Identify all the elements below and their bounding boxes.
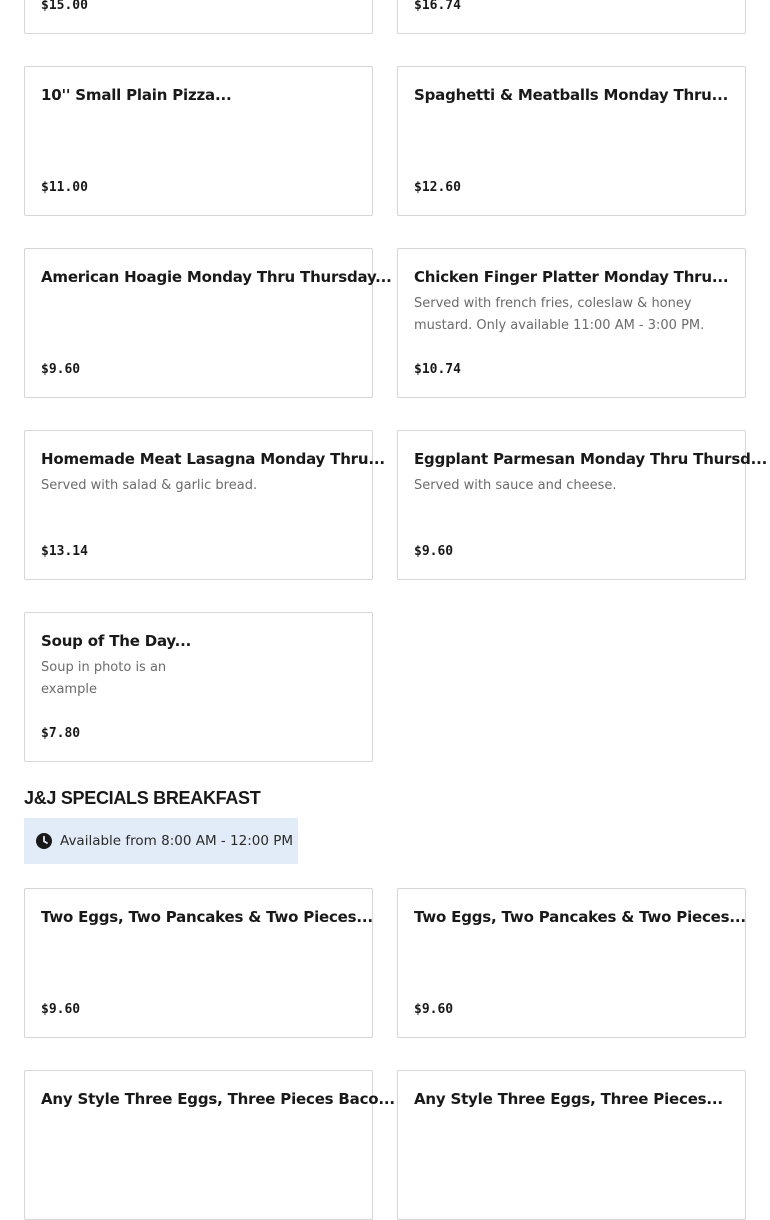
item-title: Spaghetti & Meatballs Monday Thru... [414,86,729,104]
item-description: Served with salad & garlic bread. [41,478,258,493]
item-title: Two Eggs, Two Pancakes & Two Pieces... [41,908,373,926]
item-title: Any Style Three Eggs, Three Pieces Baco... [41,1090,395,1108]
item-price: $13.14 [41,544,88,559]
menu-item-card[interactable] [397,430,768,580]
item-title: Two Eggs, Two Pancakes & Two Pieces... [414,908,746,926]
menu-item-card[interactable] [397,248,746,398]
menu-item-card[interactable] [24,430,385,580]
item-price: $7.80 [41,726,81,741]
menu-item-card[interactable] [397,66,746,216]
menu-item-card[interactable] [24,612,373,762]
item-title: Chicken Finger Platter Monday Thru... [414,268,729,286]
menu-item-card[interactable] [24,0,373,34]
availability-text: Available from 8:00 AM - 12:00 PM [60,833,294,849]
menu-item-card[interactable] [397,888,746,1038]
item-title: Eggplant Parmesan Monday Thru Thursd... [414,450,768,468]
menu-item-card[interactable] [24,1070,395,1220]
item-title: American Hoagie Monday Thru Thursday... [41,268,392,286]
item-price: $9.60 [41,362,81,377]
section-title: J&J SPECIALS BREAKFAST [24,788,261,808]
item-title: Any Style Three Eggs, Three Pieces... [414,1090,723,1108]
item-price: $9.60 [414,544,454,559]
availability-banner [24,818,298,864]
item-description: Soup in photo is an example [41,660,167,697]
item-price: $15.00 [41,0,88,13]
item-description: Served with french fries, coleslaw & honey mustard. Only available 11:00 AM - 3:00 PM. [414,296,705,333]
item-price: $16.74 [414,0,461,13]
item-title: 10'' Small Plain Pizza... [41,86,232,104]
item-price: $9.60 [414,1002,454,1017]
menu-item-card[interactable] [24,888,373,1038]
menu-item-card[interactable] [397,1070,746,1220]
menu-item-card[interactable] [397,0,746,34]
item-price: $12.60 [414,180,461,195]
item-title: Homemade Meat Lasagna Monday Thru... [41,450,385,468]
item-price: $10.74 [414,362,461,377]
menu-item-card[interactable] [24,248,392,398]
item-title: Soup of The Day... [41,632,192,650]
clock-icon [36,833,52,849]
item-price: $11.00 [41,180,88,195]
item-price: $9.60 [41,1002,81,1017]
menu-item-card[interactable] [24,66,373,216]
item-description: Served with sauce and cheese. [414,478,617,493]
